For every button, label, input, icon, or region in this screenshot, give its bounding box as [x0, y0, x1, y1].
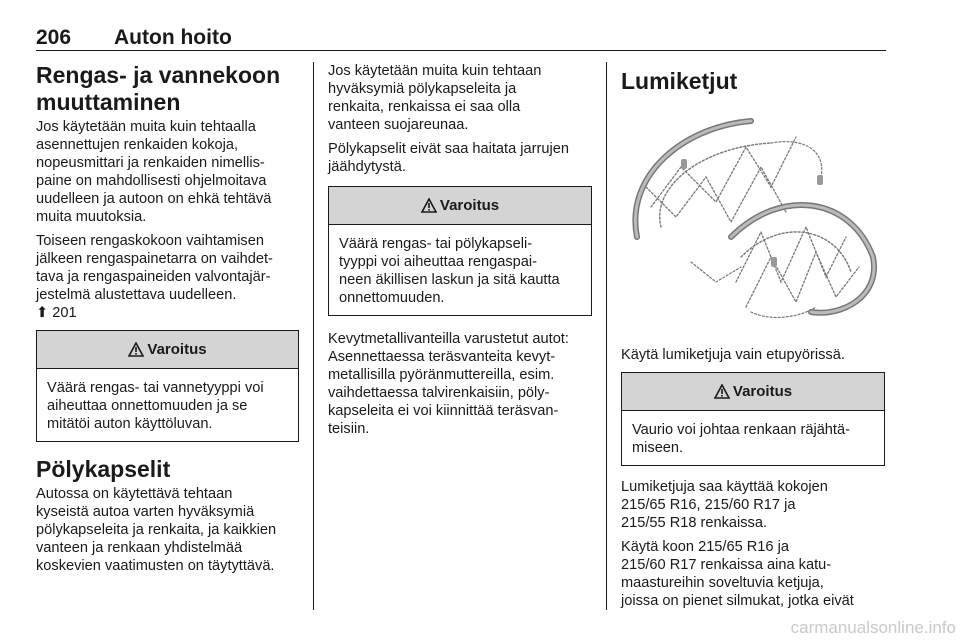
warning-box: [328, 186, 592, 316]
page-reference[interactable]: [36, 304, 299, 322]
warning-text: Vaurio voi johtaa renkaan räjähtä- miseen.: [632, 422, 850, 456]
warning-title: Varoitus: [732, 383, 793, 400]
warning-title: Varoitus: [147, 341, 207, 358]
arrow-icon: ⬆︎: [36, 305, 49, 321]
column-3: [621, 62, 885, 616]
paragraph: Jos käytetään muita kuin tehtaalla asennettujen renkaiden kokoja, nopeusmittari ja renkaiden nimellis- paine on mahdollisesti ohjelmoitava uudelleen ja autoon on ehkä tehtävä muita muutoksia.: [36, 119, 272, 225]
chapter-title: Auton hoito: [114, 26, 232, 49]
page-header: [36, 26, 886, 50]
warning-header: [37, 331, 298, 369]
warning-title: Varoitus: [439, 197, 500, 214]
header-divider: [36, 50, 886, 51]
warning-text: Väärä rengas- tai vannetyyppi voi aiheuttaa onnettomuuden ja se mitätöi auton käyttöluvan.: [47, 380, 264, 432]
paragraph: Kevytmetallivanteilla varustetut autot: Asennettaessa teräsvanteita kevyt- metallisilla pyöränmuttereilla, esim. vaihdettaessa talvirenkaisiin, pöly- kapseleita ei voi kiinnittää teräsvan- teisiin.: [328, 331, 569, 437]
warning-triangle-icon: [421, 198, 437, 213]
paragraph: Toiseen rengaskokoon vaihtamisen jälkeen rengaspainetarra on vaihdet- tava ja rengaspaineiden valvontajär- jestelmä alustettava uudelleen.: [36, 233, 273, 303]
snow-chains-illustration: [621, 107, 885, 327]
column-divider-2: [606, 62, 607, 610]
section-title-snow-chains: Lumiketjut: [621, 68, 738, 94]
paragraph: Autossa on käytettävä tehtaan kyseistä autoa varten hyväksymiä pölykapseleita ja renkaita, ja kaikkien vanteen ja renkaan yhdistelmää koskevien vaatimusten on täytyttävä.: [36, 486, 277, 574]
column-1: [36, 62, 299, 581]
watermark: carmanualsonline.info: [790, 618, 956, 637]
warning-triangle-icon: [128, 342, 144, 357]
section-title-hubcaps: Pölykapselit: [36, 456, 171, 482]
section-title-tire-size: Rengas- ja vannekoon muuttaminen: [36, 62, 281, 115]
warning-header: [329, 187, 591, 225]
warning-text: Väärä rengas- tai pölykapseli- tyyppi voi aiheuttaa rengaspai- neen äkillisen laskun ja sitä kautta onnettomuuden.: [339, 236, 560, 306]
warning-box: [621, 372, 885, 466]
warning-header: [622, 373, 884, 411]
reference-page-number: 201: [52, 305, 77, 321]
paragraph: Jos käytetään muita kuin tehtaan hyväksymiä pölykapseleita ja renkaita, renkaissa ei saa olla vanteen suojareunaa.: [328, 63, 542, 133]
paragraph: Käytä lumiketjuja vain etupyörissä.: [621, 347, 845, 363]
warning-triangle-icon: [714, 384, 730, 399]
paragraph: Käytä koon 215/65 R16 ja 215/60 R17 renkaissa aina katu- maastureihin soveltuvia ketjuja, joissa on pienet silmukat, jotka eivät: [621, 539, 854, 609]
paragraph: Pölykapselit eivät saa haitata jarrujen jäähdytystä.: [328, 141, 569, 175]
column-divider-1: [313, 62, 314, 610]
warning-box: [36, 330, 299, 442]
paragraph: Lumiketjuja saa käyttää kokojen 215/65 R16, 215/60 R17 ja 215/55 R18 renkaissa.: [621, 479, 828, 531]
page-number: 206: [36, 26, 72, 49]
column-2: [328, 62, 592, 444]
